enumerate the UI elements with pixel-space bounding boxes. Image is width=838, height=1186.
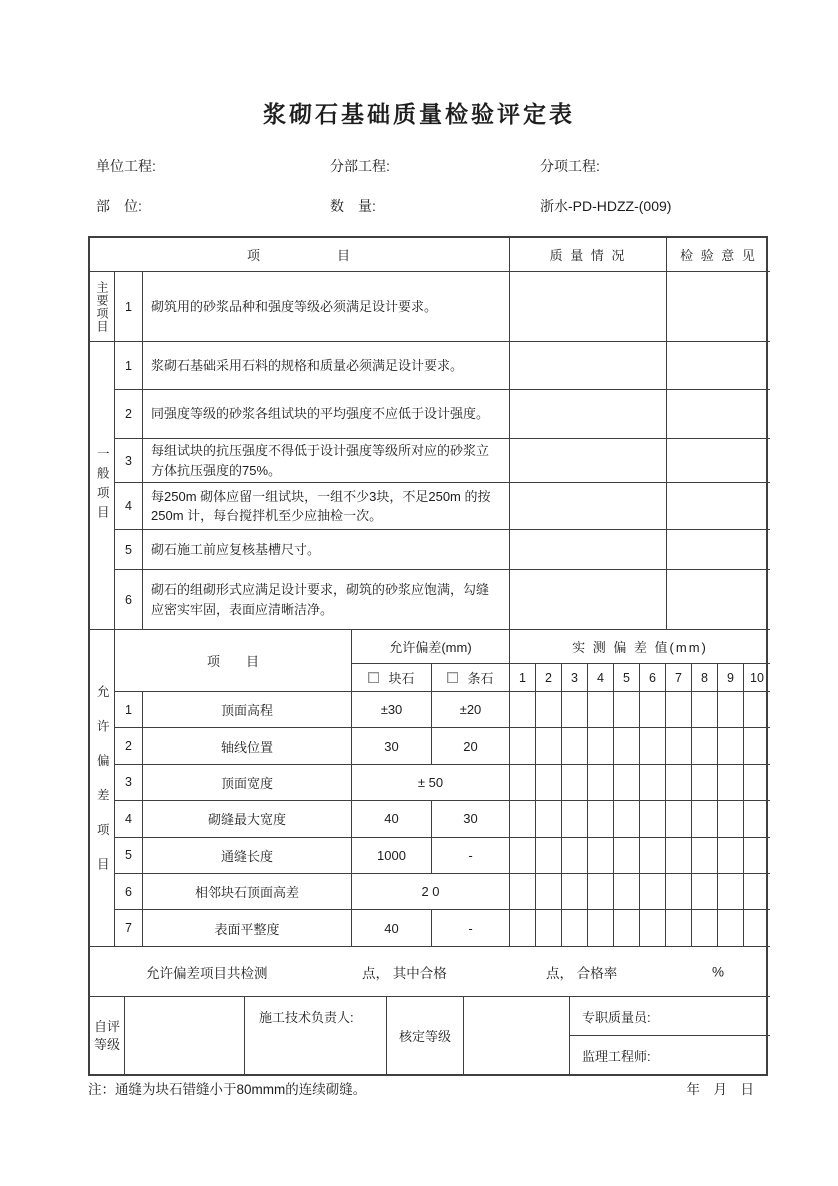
measure-col-header: 2 [536,664,562,692]
measure-cell [666,765,692,801]
merged-deviation-value: ± 50 [352,765,510,801]
deviation-item-name: 顶面高程 [143,692,352,728]
measure-col-header: 9 [718,664,744,692]
page-title: 浆砌石基础质量检验评定表 [263,101,575,127]
summary-qualified-label: 点， 其中合格 [362,965,447,981]
verified-grade-value-cell [464,997,570,1074]
summary-row [90,947,770,997]
measure-cell [588,692,614,728]
measure-cell [640,801,666,837]
quality-status-cell [510,439,667,483]
requirement-text: 砌筑用的砂浆品种和强度等级必须满足设计要求。 [143,272,510,342]
date-placeholder: 年 月 日 [686,1082,754,1097]
row-number: 4 [115,801,143,837]
measure-cell [692,874,718,910]
table-row [115,765,770,801]
measure-cell [666,692,692,728]
table-row [115,874,770,910]
measure-cell [718,692,744,728]
measure-cell [718,801,744,837]
measure-cell [744,910,770,946]
measure-cell [614,874,640,910]
measure-cell [692,765,718,801]
footer-note: 注：通缝为块石错缝小于80mmm的连续砌缝。 [88,1082,367,1097]
measure-cell [510,692,536,728]
measure-cell [536,728,562,764]
table-row [115,342,770,390]
general-items-group-label: 一般项目 [95,446,110,525]
quality-column-header: 质 量 情 况 [510,238,667,272]
doc-code: 浙水-PD-HDZZ-(009) [540,198,672,214]
measure-cell [588,765,614,801]
deviation-item-name: 砌缝最大宽度 [143,801,352,837]
measure-cell [510,765,536,801]
major-items-section [90,272,766,342]
deviation-section [90,630,766,947]
measure-cell [692,838,718,874]
table-row [115,570,770,630]
measure-cell [640,910,666,946]
measure-cell [718,874,744,910]
measure-cell [744,692,770,728]
measure-cell [744,874,770,910]
measure-cell [614,765,640,801]
measure-cell [614,692,640,728]
measure-cell [744,765,770,801]
block-stone-label: 块石 [388,671,415,686]
major-items-group-label-cell [90,272,115,342]
deviation-group-label-cell [90,630,115,947]
measure-cell [536,801,562,837]
row-number: 2 [115,728,143,764]
row-number: 4 [115,483,143,530]
measure-col-header: 3 [562,664,588,692]
inspect-opinion-cell [667,272,770,342]
row-number: 1 [115,692,143,728]
quality-status-cell [510,483,667,530]
strip-stone-value: - [432,838,510,874]
item-column-header: 项 目 [90,238,510,272]
table-row [115,439,770,483]
measure-cell [718,765,744,801]
measure-cell [718,728,744,764]
quality-status-cell [510,390,667,439]
signature-section [90,997,766,1074]
requirement-text: 砌石的组砌形式应满足设计要求，砌筑的砂浆应饱满，勾缝应密实牢固，表面应清晰洁净。 [143,570,510,630]
measure-cell [692,801,718,837]
supervisor-label: 监理工程师: [582,1048,651,1064]
measure-cell [588,910,614,946]
measured-deviation-header: 实 测 偏 差 值(mm) [510,630,770,664]
inspect-opinion-cell [667,483,770,530]
row-number: 2 [115,390,143,439]
subitem-project-label: 分项工程: [540,158,600,174]
measure-cell [588,874,614,910]
quality-status-cell [510,570,667,630]
measure-cell [666,874,692,910]
deviation-group-label: 允许偏差项目 [95,684,110,892]
table-row [115,390,770,439]
self-grade-value-cell [125,997,245,1074]
strip-stone-label: 条石 [467,671,494,686]
table-row [115,910,770,946]
measure-cell [744,728,770,764]
table-row [115,530,770,570]
measure-cell [614,838,640,874]
measure-cell [562,692,588,728]
table-row [115,692,770,728]
strip-stone-checkbox[interactable] [447,672,458,683]
unit-project-label: 单位工程: [96,158,156,174]
measure-cell [640,874,666,910]
measure-cell [744,801,770,837]
allowed-deviation-header: 允许偏差(mm) [352,630,510,664]
measure-cell [562,765,588,801]
inspect-opinion-cell [667,439,770,483]
measure-cell [692,692,718,728]
row-number: 5 [115,838,143,874]
deviation-item-name: 表面平整度 [143,910,352,946]
summary-percent-sign: % [712,964,725,979]
requirement-text: 每250m 砌体应留一组试块，一组不少3块，不足250m 的按250m 计，每台搅拌机至少应抽检一次。 [143,483,510,530]
quality-status-cell [510,272,667,342]
measure-col-header: 10 [744,664,770,692]
quality-officer-label: 专职质量员: [570,997,770,1036]
deviation-item-name: 顶面宽度 [143,765,352,801]
measure-cell [718,838,744,874]
measure-cell [666,801,692,837]
row-number: 7 [115,910,143,946]
measure-cell [640,692,666,728]
block-stone-value: 40 [352,801,432,837]
block-stone-value: 1000 [352,838,432,874]
inspect-opinion-cell [667,342,770,390]
measure-cell [640,728,666,764]
inspect-opinion-cell [667,390,770,439]
measure-cell [510,838,536,874]
quantity-label: 数 量: [330,198,376,214]
measure-cell [536,838,562,874]
tech-lead-label: 施工技术负责人: [245,997,387,1074]
measure-cell [744,838,770,874]
row-number: 3 [115,765,143,801]
deviation-item-header: 项 目 [115,630,352,692]
block-stone-value: 40 [352,910,432,946]
part-label: 部 位: [96,198,142,214]
self-grade-label: 自评等级 [90,997,125,1074]
row-number: 5 [115,530,143,570]
measure-cell [510,801,536,837]
measure-cell [562,910,588,946]
measure-cell [666,728,692,764]
measure-cell [562,801,588,837]
row-number: 1 [115,342,143,390]
measure-cell [562,838,588,874]
inspect-opinion-cell [667,570,770,630]
measure-col-header: 4 [588,664,614,692]
measure-cell [666,838,692,874]
deviation-item-name: 相邻块石顶面高差 [143,874,352,910]
merged-deviation-value: 2 0 [352,874,510,910]
measure-col-header: 5 [614,664,640,692]
inspection-table [88,236,768,1076]
general-items-section [90,342,766,630]
quality-status-cell [510,530,667,570]
measure-cell [666,910,692,946]
measure-cell [562,728,588,764]
requirement-text: 同强度等级的砂浆各组试块的平均强度不应低于设计强度。 [143,390,510,439]
table-row [115,801,770,837]
measure-cell [614,801,640,837]
measure-cell [614,728,640,764]
measure-cell [640,765,666,801]
general-items-group-label-cell [90,342,115,630]
measure-cell [588,801,614,837]
strip-stone-value: 30 [432,801,510,837]
major-items-group-label: 主要项目 [95,280,109,333]
measure-cell [614,910,640,946]
row-number: 3 [115,439,143,483]
deviation-item-name: 轴线位置 [143,728,352,764]
measure-cell [718,910,744,946]
inspect-opinion-cell [667,530,770,570]
measure-cell [536,765,562,801]
requirement-text: 砌石施工前应复核基槽尺寸。 [143,530,510,570]
requirement-text: 每组试块的抗压强度不得低于设计强度等级所对应的砂浆立方体抗压强度的75%。 [143,439,510,483]
summary-rate-label: 点， 合格率 [546,965,618,981]
table-row [115,838,770,874]
block-stone-option [352,664,432,692]
measure-cell [562,874,588,910]
block-stone-value: 30 [352,728,432,764]
verified-grade-label: 核定等级 [387,997,464,1074]
deviation-item-name: 通缝长度 [143,838,352,874]
measure-col-header: 8 [692,664,718,692]
measure-col-header: 7 [666,664,692,692]
strip-stone-value: ±20 [432,692,510,728]
requirement-text: 浆砌石基础采用石料的规格和质量必须满足设计要求。 [143,342,510,390]
row-number: 1 [115,272,143,342]
block-stone-checkbox[interactable] [368,672,379,683]
table-row [115,483,770,530]
block-stone-value: ±30 [352,692,432,728]
strip-stone-option [432,664,510,692]
measure-cell [640,838,666,874]
row-number: 6 [115,570,143,630]
measure-cell [536,692,562,728]
measure-cell [536,874,562,910]
measure-cell [588,838,614,874]
measure-cell [510,728,536,764]
measure-cell [510,874,536,910]
division-project-label: 分部工程: [330,158,390,174]
measure-col-header: 6 [640,664,666,692]
row-number: 6 [115,874,143,910]
summary-checked-label: 允许偏差项目共检测 [146,965,268,981]
measure-col-header: 1 [510,664,536,692]
strip-stone-value: - [432,910,510,946]
measure-cell [588,728,614,764]
inspect-column-header: 检 验 意 见 [667,238,770,272]
measure-cell [692,910,718,946]
measure-cell [536,910,562,946]
table-row [115,728,770,764]
measure-cell [692,728,718,764]
strip-stone-value: 20 [432,728,510,764]
measure-cell [510,910,536,946]
quality-status-cell [510,342,667,390]
